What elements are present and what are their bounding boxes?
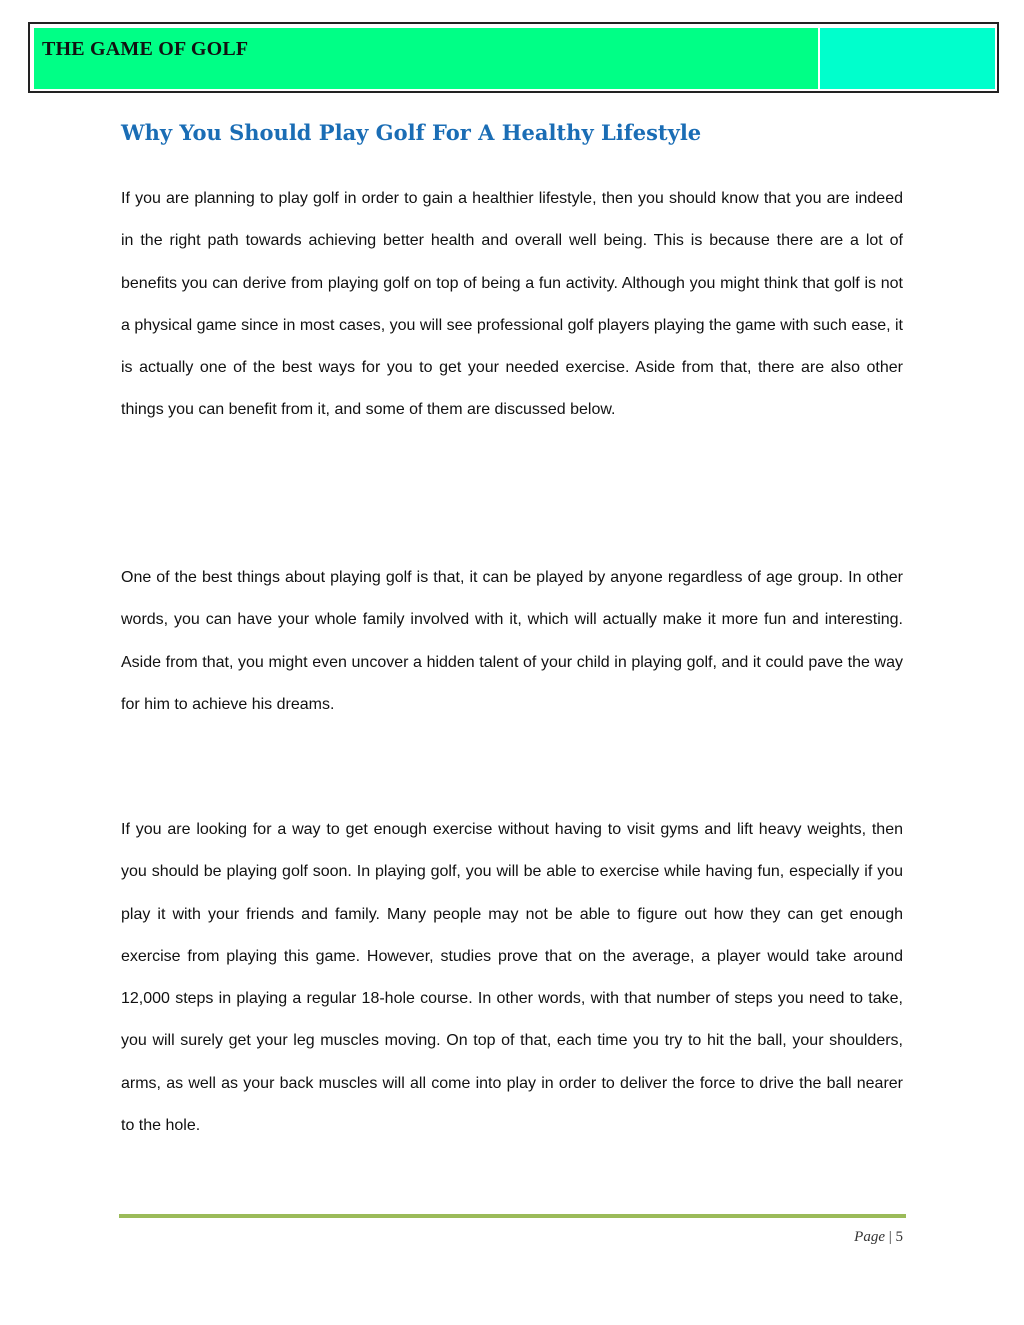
header-title: THE GAME OF GOLF: [42, 38, 249, 60]
page-number-value: 5: [895, 1229, 903, 1245]
page-number: [854, 1229, 903, 1246]
paragraph-exercise: If you are looking for a way to get enough exercise without having to visit gyms and lift heavy weights, then you should be playing golf soon. In playing golf, you will be able to exercise while having fun, especially if you play it with your friends and family. Many people may not be able to figure out how they can get enough exercise from playing this game. However, studies prove that on the average, a player would take around 12,000 steps in playing a regular 18-hole course. In other words, with that number of steps you need to take, you will surely get your leg muscles moving. On top of that, each time you try to hit the ball, your shoulders, arms, as well as your back muscles will all come into play in order to deliver the force to drive the ball nearer to the hole.: [121, 821, 903, 1135]
header-accent-cell: [820, 28, 995, 89]
paragraph-age-group: One of the best things about playing golf is that, it can be played by anyone regardless of age group. In other words, you can have your whole family involved with it, which will actually make it more fun and interesting. Aside from that, you might even uncover a hidden talent of your child in playing golf, and it could pave the way for him to achieve his dreams.: [121, 569, 903, 713]
page-header: [28, 22, 999, 93]
page-separator: |: [888, 1229, 892, 1245]
footer-divider: [119, 1214, 906, 1218]
article-heading: Why You Should Play Golf For A Healthy Lifestyle: [121, 120, 702, 145]
paragraph-intro: If you are planning to play golf in order to gain a healthier lifestyle, then you should know that you are indeed in the right path towards achieving better health and overall well being. This is because there are a lot of benefits you can derive from playing golf on top of being a fun activity. Although you might think that golf is not a physical game since in most cases, you will see professional golf players playing the game with such ease, it is actually one of the best ways for you to get your needed exercise. Aside from that, there are also other things you can benefit from it, and some of them are discussed below.: [121, 190, 903, 419]
header-title-cell: [34, 28, 818, 89]
page-label: Page: [854, 1229, 885, 1245]
